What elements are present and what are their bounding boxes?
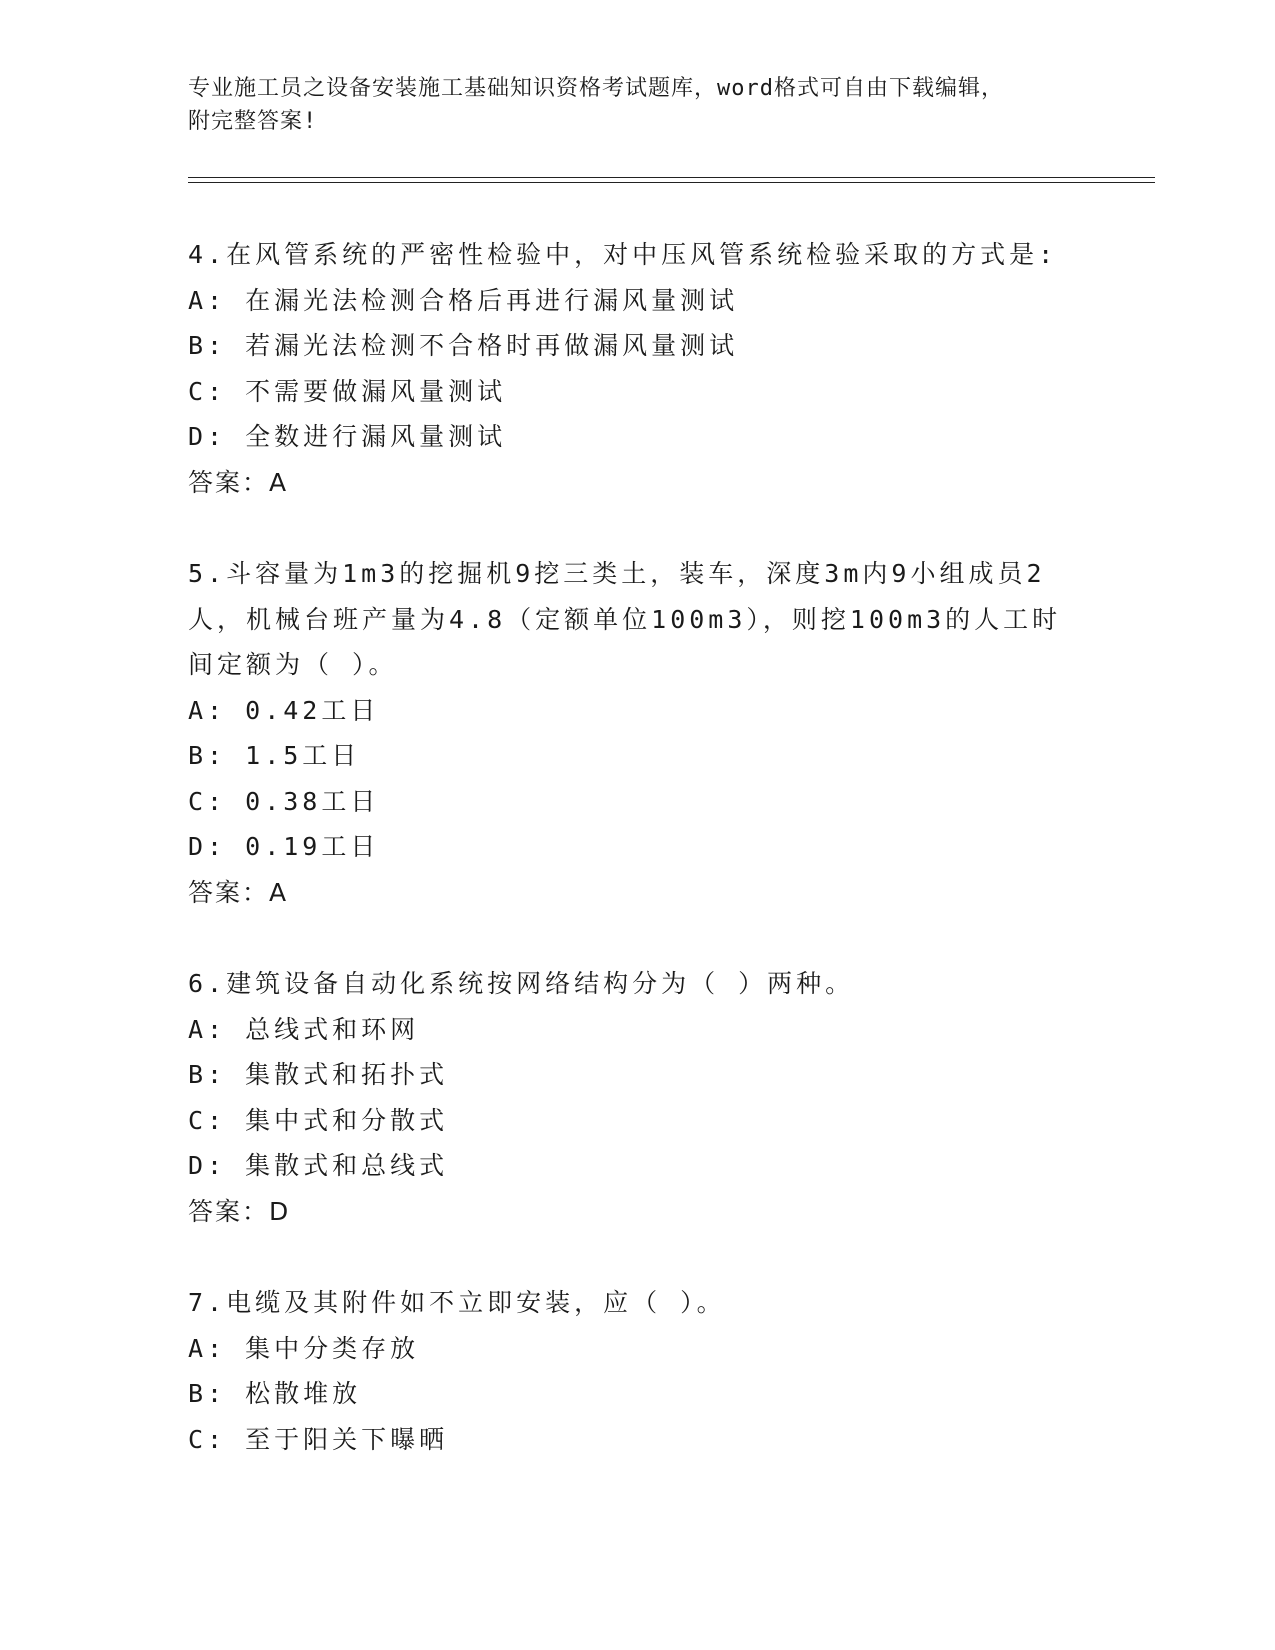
header-line-1: 专业施工员之设备安装施工基础知识资格考试题库，word格式可自由下载编辑， xyxy=(188,76,1004,101)
option-c: C: 至于阳关下曝晒 xyxy=(188,1424,449,1454)
header-divider-bottom xyxy=(188,182,1155,183)
question-list xyxy=(188,232,1088,1508)
question-7 xyxy=(188,1280,1088,1462)
option-b: B: 若漏光法检测不合格时再做漏风量测试 xyxy=(188,331,739,360)
option-b: B: 1.5工日 xyxy=(188,741,361,770)
answer: 答案：A xyxy=(188,877,289,907)
option-c: C: 集中式和分散式 xyxy=(188,1105,449,1135)
question-stem: 6.建筑设备自动化系统按网络结构分为（ ）两种。 xyxy=(188,969,855,998)
header-line-2: 附完整答案! xyxy=(188,109,318,134)
option-d: D: 0.19工日 xyxy=(188,832,380,861)
answer: 答案：D xyxy=(188,1196,291,1226)
option-a: A: 总线式和环网 xyxy=(188,1014,420,1044)
option-b: B: 松散堆放 xyxy=(188,1379,362,1408)
option-c: C: 不需要做漏风量测试 xyxy=(188,376,507,406)
question-stem: 7.电缆及其附件如不立即安装，应（ ）。 xyxy=(188,1288,726,1317)
option-a: A: 在漏光法检测合格后再进行漏风量测试 xyxy=(188,285,739,315)
question-5 xyxy=(188,551,1088,915)
question-6 xyxy=(188,961,1088,1234)
option-a: A: 0.42工日 xyxy=(188,695,380,725)
answer: 答案：A xyxy=(188,467,289,497)
question-stem: 5.斗容量为1m3的挖掘机9挖三类土，装车，深度3m内9小组成员2人，机械台班产量为4.8（定额单位100m3），则挖100m3的人工时间定额为（ ）。 xyxy=(188,559,1062,679)
option-c: C: 0.38工日 xyxy=(188,786,380,816)
option-d: D: 全数进行漏风量测试 xyxy=(188,422,507,451)
header-divider-top xyxy=(188,177,1155,178)
question-4 xyxy=(188,232,1088,505)
question-stem: 4.在风管系统的严密性检验中，对中压风管系统检验采取的方式是: xyxy=(188,240,1058,269)
option-a: A: 集中分类存放 xyxy=(188,1333,420,1363)
option-b: B: 集散式和拓扑式 xyxy=(188,1060,449,1089)
option-d: D: 集散式和总线式 xyxy=(188,1151,449,1180)
document-header xyxy=(188,72,1088,138)
